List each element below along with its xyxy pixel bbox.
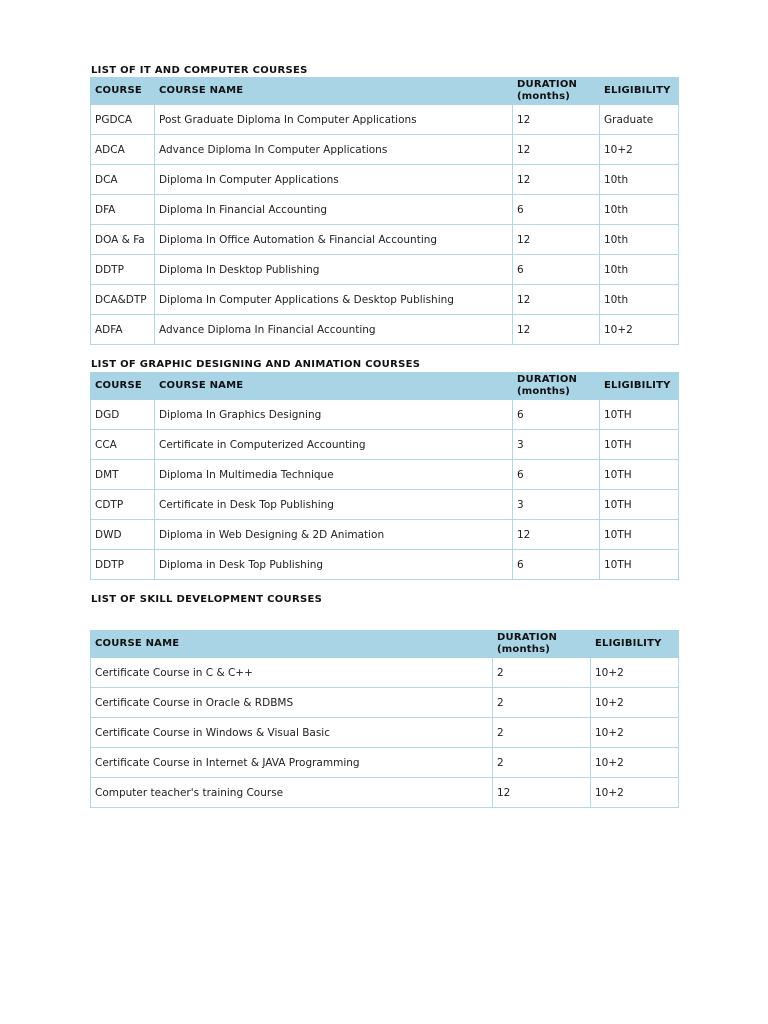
cell-eligibility: 10+2	[600, 135, 679, 165]
cell-eligibility: 10th	[600, 225, 679, 255]
table-row	[91, 315, 679, 345]
cell-duration: 6	[513, 550, 600, 580]
cell-duration: 2	[493, 688, 591, 718]
cell-course: DGD	[91, 400, 155, 430]
cell-course: DFA	[91, 195, 155, 225]
table-row	[91, 165, 679, 195]
cell-duration: 12	[513, 105, 600, 135]
cell-name: Certificate in Desk Top Publishing	[155, 490, 513, 520]
cell-name: Certificate Course in Oracle & RDBMS	[91, 688, 493, 718]
table-row	[91, 285, 679, 315]
cell-course: DOA & Fa	[91, 225, 155, 255]
skill-courses-table	[90, 630, 679, 808]
cell-eligibility: 10th	[600, 285, 679, 315]
table-row	[91, 688, 679, 718]
graphic-courses-title: LIST OF GRAPHIC DESIGNING AND ANIMATION COURSES	[91, 359, 421, 370]
cell-course: DMT	[91, 460, 155, 490]
cell-eligibility: 10TH	[600, 400, 679, 430]
cell-duration: 12	[493, 778, 591, 808]
cell-eligibility: Graduate	[600, 105, 679, 135]
col-header-duration: DURATION (months)	[513, 373, 600, 400]
cell-duration: 12	[513, 165, 600, 195]
cell-duration: 12	[513, 285, 600, 315]
cell-course: CCA	[91, 430, 155, 460]
cell-eligibility: 10TH	[600, 460, 679, 490]
cell-duration: 12	[513, 315, 600, 345]
table-row	[91, 105, 679, 135]
cell-duration: 6	[513, 255, 600, 285]
cell-name: Diploma In Office Automation & Financial Accounting	[155, 225, 513, 255]
cell-name: Post Graduate Diploma In Computer Applications	[155, 105, 513, 135]
table-row	[91, 520, 679, 550]
col-header-course-name: COURSE NAME	[155, 78, 513, 105]
table-row	[91, 718, 679, 748]
cell-duration: 12	[513, 520, 600, 550]
cell-eligibility: 10TH	[600, 490, 679, 520]
cell-name: Advance Diploma In Computer Applications	[155, 135, 513, 165]
table-row	[91, 460, 679, 490]
cell-name: Diploma In Multimedia Technique	[155, 460, 513, 490]
cell-course: ADCA	[91, 135, 155, 165]
it-courses-table	[90, 77, 679, 345]
cell-duration: 6	[513, 460, 600, 490]
table-row	[91, 748, 679, 778]
cell-course: PGDCA	[91, 105, 155, 135]
table-header-row	[91, 631, 679, 658]
table-row	[91, 490, 679, 520]
cell-name: Certificate Course in Windows & Visual Basic	[91, 718, 493, 748]
graphic-courses-table	[90, 372, 679, 580]
cell-eligibility: 10TH	[600, 430, 679, 460]
cell-name: Computer teacher's training Course	[91, 778, 493, 808]
cell-name: Certificate Course in C & C++	[91, 658, 493, 688]
col-header-duration: DURATION (months)	[513, 78, 600, 105]
col-header-course: COURSE	[91, 78, 155, 105]
cell-name: Diploma In Graphics Designing	[155, 400, 513, 430]
cell-name: Diploma In Financial Accounting	[155, 195, 513, 225]
it-courses-title: LIST OF IT AND COMPUTER COURSES	[91, 65, 308, 76]
cell-name: Diploma In Computer Applications	[155, 165, 513, 195]
cell-name: Diploma in Web Designing & 2D Animation	[155, 520, 513, 550]
cell-name: Diploma in Desk Top Publishing	[155, 550, 513, 580]
col-header-course: COURSE	[91, 373, 155, 400]
cell-eligibility: 10+2	[600, 315, 679, 345]
cell-name: Certificate in Computerized Accounting	[155, 430, 513, 460]
cell-course: ADFA	[91, 315, 155, 345]
cell-eligibility: 10+2	[591, 658, 679, 688]
col-header-eligibility: ELIGIBILITY	[600, 78, 679, 105]
table-row	[91, 135, 679, 165]
cell-name: Diploma In Computer Applications & Desktop Publishing	[155, 285, 513, 315]
table-row	[91, 658, 679, 688]
cell-eligibility: 10TH	[600, 550, 679, 580]
cell-eligibility: 10TH	[600, 520, 679, 550]
cell-eligibility: 10th	[600, 255, 679, 285]
cell-duration: 2	[493, 748, 591, 778]
cell-name: Certificate Course in Internet & JAVA Programming	[91, 748, 493, 778]
cell-eligibility: 10+2	[591, 688, 679, 718]
cell-eligibility: 10+2	[591, 748, 679, 778]
cell-duration: 3	[513, 490, 600, 520]
cell-course: DCA	[91, 165, 155, 195]
cell-course: DDTP	[91, 255, 155, 285]
table-row	[91, 225, 679, 255]
table-row	[91, 430, 679, 460]
table-row	[91, 255, 679, 285]
table-row	[91, 195, 679, 225]
col-header-eligibility: ELIGIBILITY	[600, 373, 679, 400]
table-header-row	[91, 78, 679, 105]
col-header-duration: DURATION (months)	[493, 631, 591, 658]
cell-eligibility: 10th	[600, 165, 679, 195]
cell-course: DDTP	[91, 550, 155, 580]
cell-course: CDTP	[91, 490, 155, 520]
skill-courses-title: LIST OF SKILL DEVELOPMENT COURSES	[91, 594, 323, 605]
col-header-eligibility: ELIGIBILITY	[591, 631, 679, 658]
cell-duration: 12	[513, 135, 600, 165]
cell-duration: 3	[513, 430, 600, 460]
table-row	[91, 778, 679, 808]
cell-duration: 2	[493, 658, 591, 688]
cell-duration: 6	[513, 400, 600, 430]
cell-eligibility: 10+2	[591, 778, 679, 808]
cell-eligibility: 10+2	[591, 718, 679, 748]
table-row	[91, 550, 679, 580]
cell-eligibility: 10th	[600, 195, 679, 225]
cell-course: DWD	[91, 520, 155, 550]
cell-name: Diploma In Desktop Publishing	[155, 255, 513, 285]
cell-duration: 6	[513, 195, 600, 225]
table-header-row	[91, 373, 679, 400]
col-header-course-name: COURSE NAME	[91, 631, 493, 658]
cell-duration: 2	[493, 718, 591, 748]
table-row	[91, 400, 679, 430]
cell-duration: 12	[513, 225, 600, 255]
cell-course: DCA&DTP	[91, 285, 155, 315]
col-header-course-name: COURSE NAME	[155, 373, 513, 400]
cell-name: Advance Diploma In Financial Accounting	[155, 315, 513, 345]
